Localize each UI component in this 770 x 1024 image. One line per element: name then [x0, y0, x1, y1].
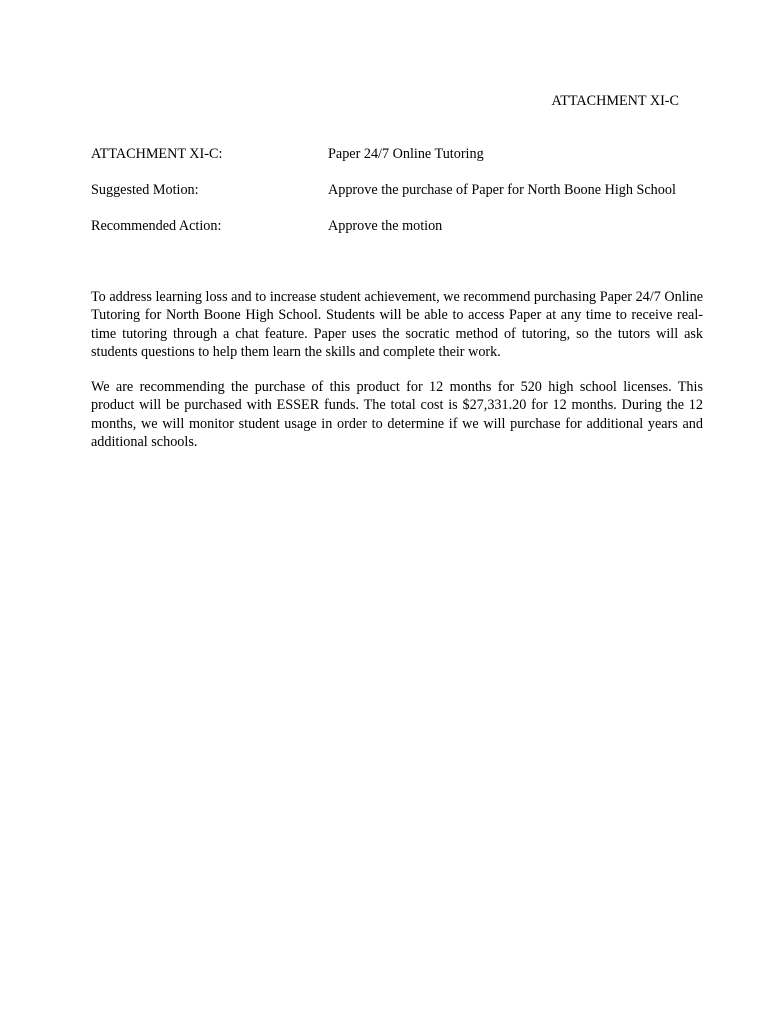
field-label-attachment: ATTACHMENT XI-C:: [91, 146, 223, 162]
body-paragraph: To address learning loss and to increase student achievement, we recommend purchasing Paper 24/7 Online Tutoring for North Boone High School. Students will be able to access Paper at any time to receive real-time tutoring through a chat feature. Paper uses the socratic method of tutoring, so the tutors will ask students questions to help them learn the skills and complete their work.: [91, 289, 703, 360]
field-row-attachment: [91, 146, 711, 166]
field-label-recommended-action: Recommended Action:: [91, 218, 222, 234]
field-value-attachment: Paper 24/7 Online Tutoring: [328, 146, 484, 162]
attachment-header: ATTACHMENT XI-C: [551, 93, 679, 109]
body-paragraph: We are recommending the purchase of this product for 12 months for 520 high school licenses. This product will be purchased with ESSER funds. The total cost is $27,331.20 for 12 months. During the 12 months, we will monitor student usage in order to determine if we will purchase for additional years and additional schools.: [91, 379, 703, 450]
field-label-suggested-motion: Suggested Motion:: [91, 182, 199, 198]
field-row-recommended-action: [91, 218, 711, 238]
field-value-recommended-action: Approve the motion: [328, 218, 443, 234]
field-row-suggested-motion: [91, 182, 711, 202]
field-value-suggested-motion: Approve the purchase of Paper for North Boone High School: [328, 182, 676, 198]
